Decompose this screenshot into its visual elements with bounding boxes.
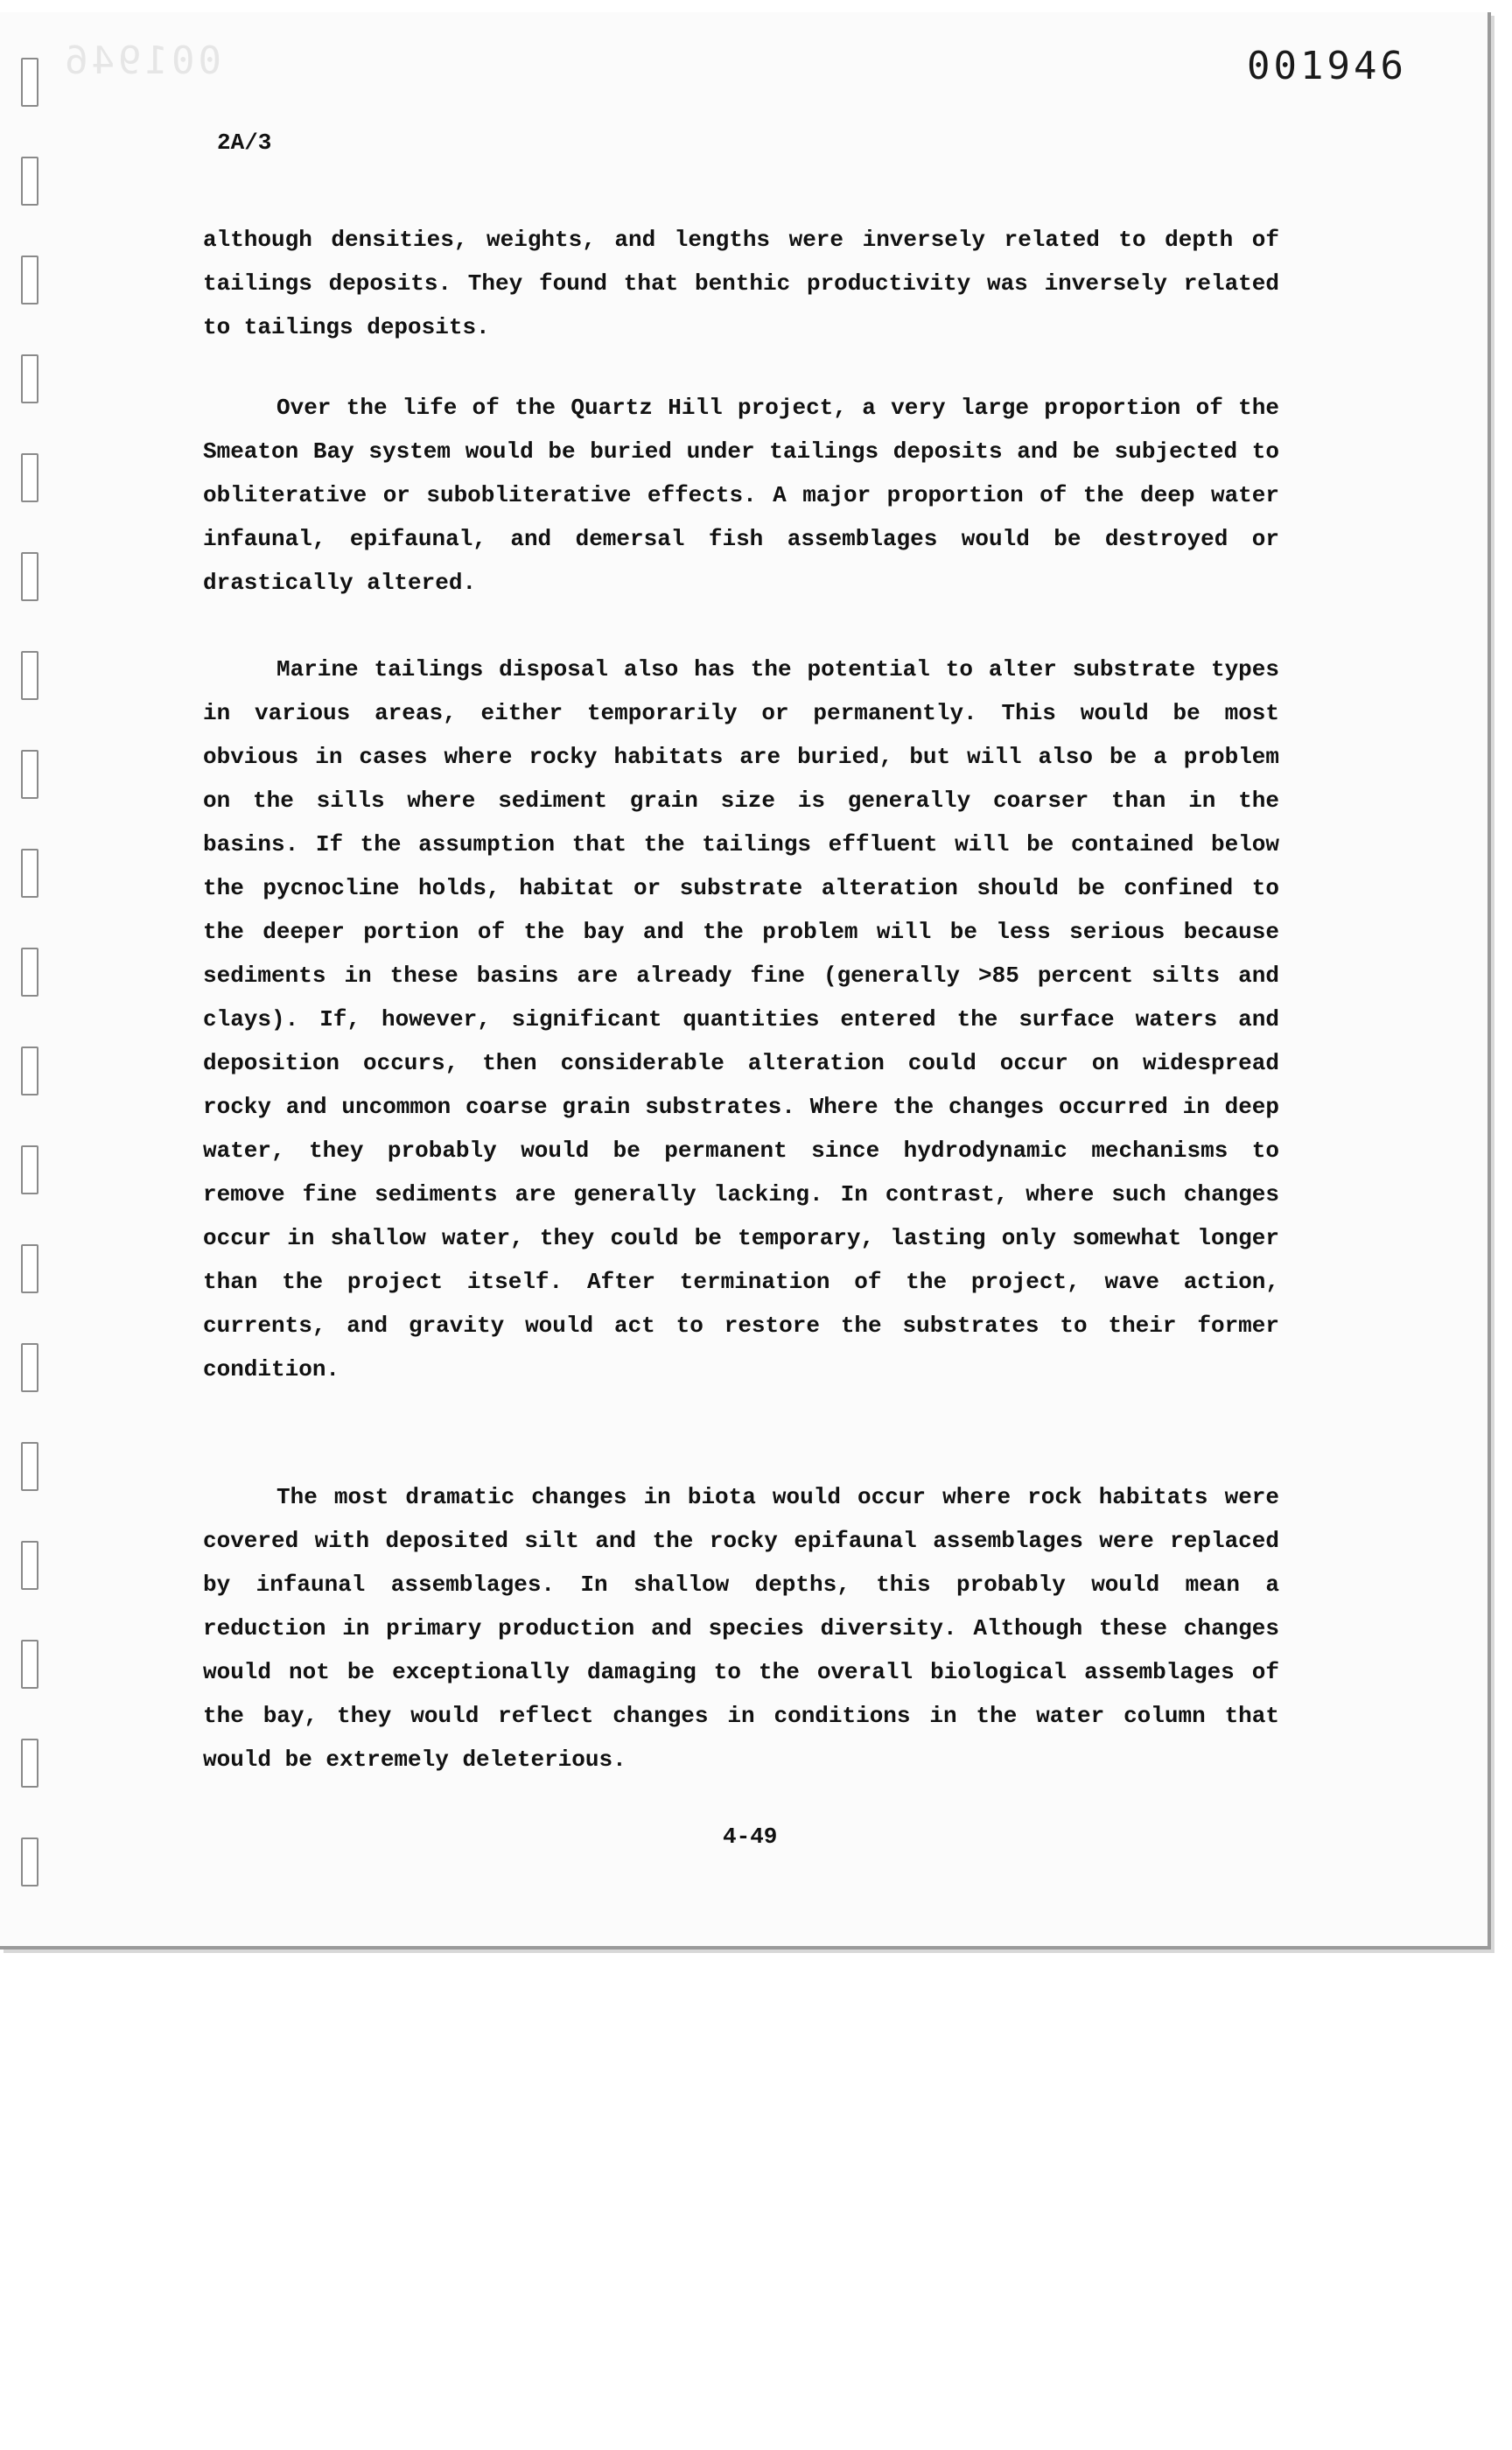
bleed-through-stamp: 001946	[61, 38, 221, 83]
binder-hole	[21, 1739, 38, 1788]
binder-hole	[21, 453, 38, 502]
scanned-page	[0, 12, 1491, 1950]
binder-hole	[21, 1442, 38, 1491]
binder-hole	[21, 58, 38, 107]
binder-hole	[21, 256, 38, 304]
paragraph-1: although densities, weights, and lengths were inversely related to depth of tailings deposits. They found that benthic productivity was inversely related to tailings deposits.	[203, 227, 1279, 340]
binder-hole	[21, 552, 38, 601]
binder-hole	[21, 1244, 38, 1293]
binder-hole	[21, 1343, 38, 1392]
document-number: 001946	[1247, 44, 1407, 88]
binder-hole	[21, 849, 38, 898]
section-reference: 2A/3	[217, 130, 272, 156]
binder-hole	[21, 1541, 38, 1590]
binder-hole	[21, 1838, 38, 1886]
binder-hole	[21, 1145, 38, 1194]
binder-hole	[21, 1640, 38, 1689]
page-number: 4-49	[723, 1824, 778, 1850]
binder-hole	[21, 750, 38, 799]
binder-hole	[21, 948, 38, 997]
binder-hole	[21, 651, 38, 700]
binder-hole	[21, 1046, 38, 1096]
binder-hole	[21, 354, 38, 403]
paragraph-3: Marine tailings disposal also has the potential to alter substrate types in various areas, either temporarily or permanently. This would be most obvious in cases where rocky habitats are buried, but will also be a problem on the sills where sediment grain size is generally coarser than in the basins. If the assumption that the tailings effluent will be contained below the pycnocline holds, habitat or substrate alteration should be confined to the deeper portion of the bay and the problem will be less serious because sediments in these basins are already fine (generally >85 percent silts and clays). If, however, significant quantities entered the surface waters and deposition occurs, then considerable alteration could occur on widespread rocky and uncommon coarse grain substrates. Where the changes occurred in deep water, they probably would be permanent since hydrodynamic mechanisms to remove fine sediments are generally lacking. In contrast, where such changes occur in shallow water, they could be temporary, lasting only somewhat longer than the project itself. After termination of the project, wave action, currents, and gravity would act to restore the substrates to their former condition.	[203, 656, 1279, 1382]
binder-hole	[21, 157, 38, 206]
paragraph-4: The most dramatic changes in biota would occur where rock habitats were covered with deposited silt and the rocky epifaunal assemblages were replaced by infaunal assemblages. In shallow depths, this probably would mean a reduction in primary production and species diversity. Although these changes would not be exceptionally damaging to the overall biological assemblages of the bay, they would reflect changes in conditions in the water column that would be extremely deleterious.	[203, 1484, 1279, 1773]
paragraph-2: Over the life of the Quartz Hill project, a very large proportion of the Smeaton Bay system would be buried under tailings deposits and be subjected to obliterative or subobliterative effects. A major proportion of the deep water infaunal, epifaunal, and demersal fish assemblages would be destroyed or drastically altered.	[203, 395, 1279, 596]
